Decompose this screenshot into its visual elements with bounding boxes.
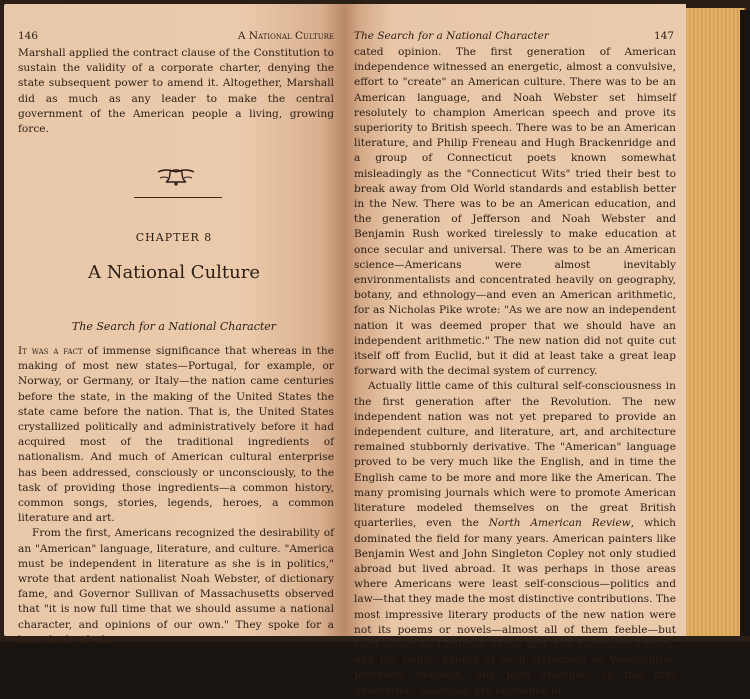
- left-page: [4, 4, 344, 646]
- left-page-number: 146: [18, 30, 39, 42]
- body-paragraph-1: [18, 344, 334, 526]
- p2-text-b: , which dominated the field for many years. American painters like Benjamin West and John Singleton Copley not only studied abroad but lived abroad. It was perhaps in those areas where Americans were least self-conscious—politics and law—that they made the most distinctive contributions. The most impressive literary products of the new nation were not its poems or novels—almost all of them feeble—but such books as: [354, 517, 676, 651]
- top-paragraph-text: Marshall applied the contract clause of the Constitution to sustain the validity of a corporate charter, denying the state subsequent power to amend it. Altogether, Marshall did as much as any leader to make the central government of the American people a living, growing force.: [18, 47, 334, 136]
- chapter-title: A National Culture: [87, 262, 261, 283]
- body-paragraph-2: From the first, Americans recognized the desirability of an "American" language, literature, and culture. "America must be independent in literature as she is in politics," wrote that ardent nationalist Noah Webster, of dictionary fame, and Governor Sullivan of Massachusetts observed that "it is now full time that we should assume a national character, and opinions of our own." They spoke for a large body of edu-: [18, 527, 334, 646]
- p2-text-d: , and the public papers of such statesmen as Washington, Jefferson, Madison, and John Marshall. In this first generation, American pre-eminence in: [354, 638, 677, 697]
- chapter-divider: [134, 197, 222, 198]
- right-paragraph-1: cated opinion. The first generation of American independence witnessed an energetic, almost a convulsive, effort to "create" an American culture. There was to be an American language, and Noah Webster set himself resolutely to champion American speech and prove its superiority to British speech. There was to be an American literature, and Philip Freneau and Hugh Brackenridge and a group of Connecticut poets known somewhat misleadingly as the "Connecticut Wits" tried their best to break away from Old World standards and establish better in the New. There was to be an American education, and the generation of Jefferson and Noah Webster and Benjamin Rush worked tirelessly to make education at once secular and universal. There was to be an American science—Americans were almost inevitably environmentalists and concentrated heavily on geography, botany, and ethnology—and even an American arithmetic, for as Nicholas Pike wrote: "As we are now an independent nation it was deemed proper that we should have an independent arithmetic." The new nation did not quite cut itself off from Euclid, but it did at least take a great leap forward with the decimal system of currency.: [354, 46, 676, 378]
- book-title-federalist-papers: The Federalist Papers: [552, 638, 673, 651]
- right-page: [344, 4, 686, 697]
- chapter-number: CHAPTER 8: [135, 231, 213, 244]
- page-edges: [686, 8, 746, 636]
- paragraph-lead-in: It was a fact: [18, 345, 83, 357]
- book-cover-shadow: [740, 10, 750, 636]
- section-title: The Search for a National Character: [71, 320, 277, 333]
- book-title-north-american-review: North American Review: [488, 517, 631, 530]
- left-running-head: A National Culture: [237, 30, 334, 42]
- right-page-number: 147: [653, 30, 674, 42]
- right-body-text: [354, 45, 676, 699]
- liberty-bell-ornament-icon: [156, 164, 196, 186]
- left-body-text: [18, 344, 334, 648]
- right-paragraph-2: [354, 379, 676, 698]
- p2-text-a: Actually little came of this cultural self-consciousness in the first generation after the Revolution. The new independent nation was not yet prepared to provide an independent culture, and literature, art, and architecture remained stubbornly derivative. The "American" language proved to be very much like the English, and in time the English came to be more and more like the American. The many promising journals which were to promote American literature modeled themselves on the great British quarterlies, even the: [354, 380, 676, 530]
- book-title-common-sense: Common Sense: [437, 638, 523, 651]
- left-top-paragraph: [18, 46, 334, 137]
- right-running-head: The Search for a National Character: [354, 30, 549, 42]
- paragraph-1-text: of immense significance that whereas in the making of most new states—Portugal, for example, or Norway, or Germany, or Italy—the nation came centuries before the state, in the making of the United States the state came before the nation. That is, the United States crystallized politically and administratively before it had acquired most of the traditional ingredients of nationalism. And much of American cultural enterprise has been addressed, consciously or unconsciously, to the task of providing those ingredients—a common history, common songs, stories, legends, heroes, a common literature and art.: [18, 345, 334, 525]
- p2-text-c: and: [522, 638, 552, 651]
